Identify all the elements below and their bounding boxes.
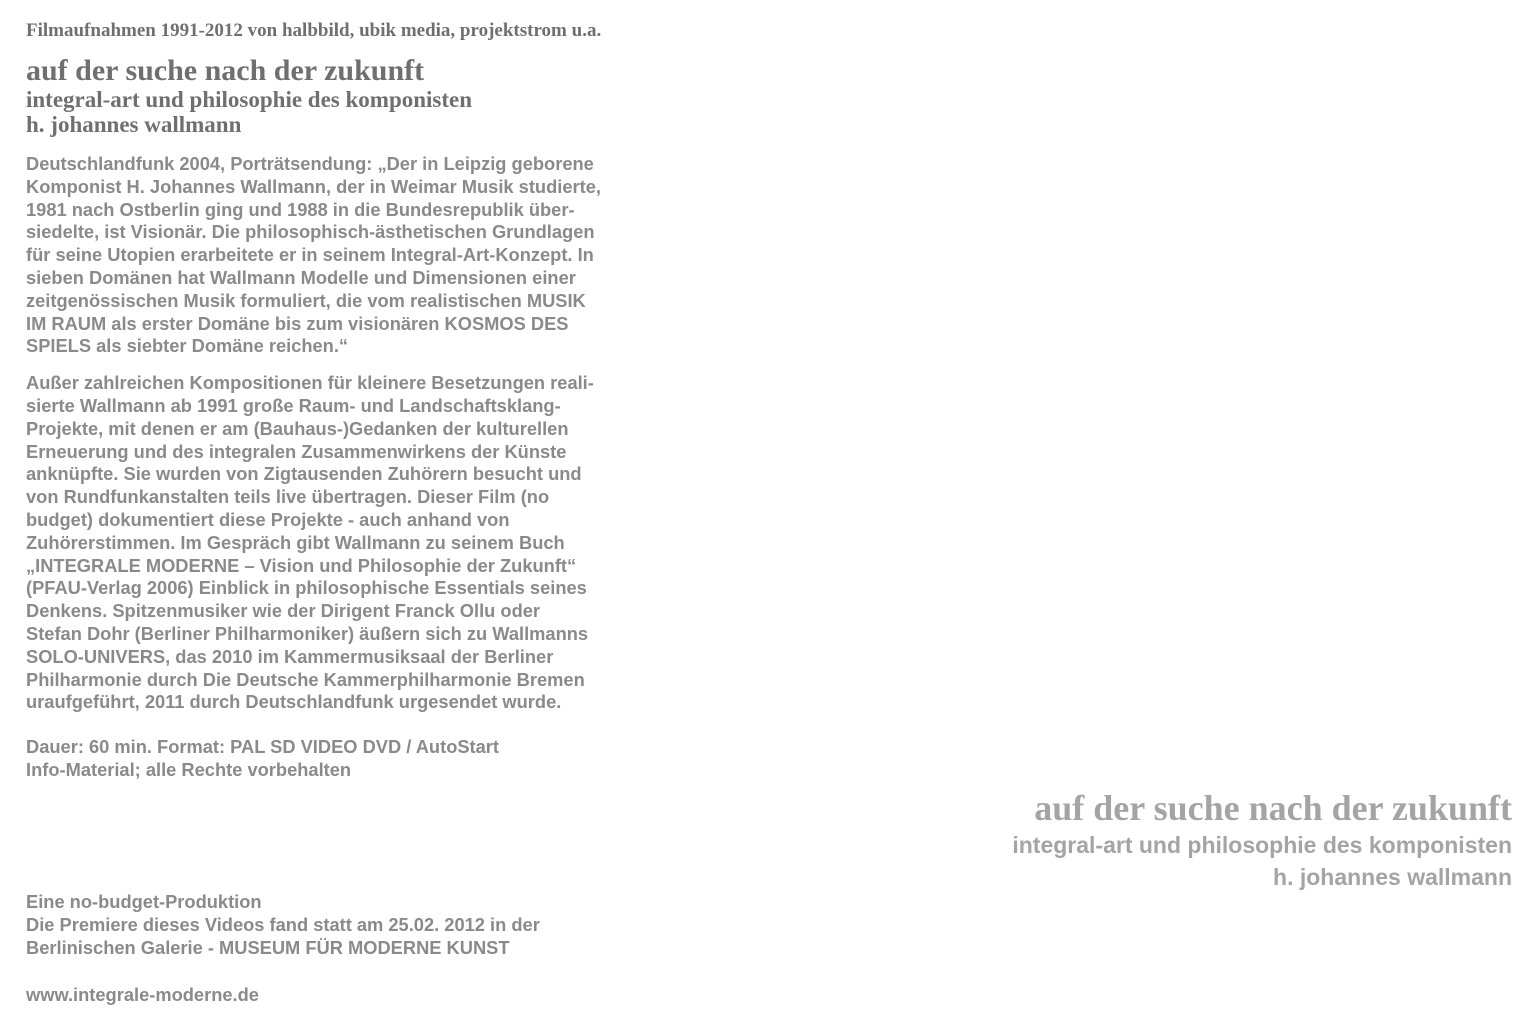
page-title: auf der suche nach der zukunft <box>26 54 425 87</box>
subtitle-line-2: h. johannes wallmann <box>26 112 242 137</box>
format-info <box>26 736 686 782</box>
premiere-line-2: Berlinischen Galerie - MUSEUM FÜR MODERNE KUNST <box>26 936 510 958</box>
cover-title: auf der suche nach der zukunft <box>1034 788 1512 828</box>
description-paragraph-2: Außer zahlreichen Kompositionen für kleinere Besetzungen reali- sierte Wallmann ab 1991 große Raum- und Landschaftsklang- Projekte, mit denen er am (Bauhaus-)Gedanken der kulturellen Erneuerung und des integralen Zusammenwirkens der Künste anknüpfte. Sie wurden von Zigtausenden Zuhörern besucht und von Rundfunkanstalten teils live übertragen. Dieser Film (no budget) dokumentiert diese Projekte - auch anhand von Zuhörerstimmen. Im Gespräch gibt Wallmann zu seinem Buch „INTEGRALE MODERNE – Vision und Philosophie der Zukunft“ (PFAU-Verlag 2006) Einblick in philosophische Essentials seines Denkens. Spitzenmusiker wie der Dirigent Franck Ollu oder Stefan Dohr (Berliner Philharmoniker) äußern sich zu Wallmanns SOLO-UNIVERS, das 2010 im Kammermusiksaal der Berliner Philharmonie durch Die Deutsche Kammerphilharmonie Bremen uraufgeführt, 2011 durch Deutschlandfunk urgesendet wurde. <box>26 372 594 713</box>
credits-line: Filmaufnahmen 1991-2012 von halbbild, ubik media, projektstrom u.a. <box>26 20 602 41</box>
description-paragraph-1: Deutschlandfunk 2004, Porträtsendung: „Der in Leipzig geborene Komponist H. Johannes Wallmann, der in Weimar Musik studierte, 1981 nach Ostberlin ging und 1988 in die Bundesrepublik über- siedelte, ist Visionär. Die philosophisch-ästhetischen Grundlagen für seine Utopien erarbeitete er in seinem Integral-Art-Konzept. In sieben Domänen hat Wallmann Modelle und Dimensionen einer zeitgenössischen Musik formuliert, die vom realistischen MUSIK IM RAUM als erster Domäne bis zum visionären KOSMOS DES SPIELS als siebter Domäne reichen.“ <box>26 153 601 357</box>
subtitle-line-1: integral-art und philosophie des komponisten <box>26 87 473 112</box>
front-cover-title-block <box>1012 788 1512 892</box>
duration-format-line: Dauer: 60 min. Format: PAL SD VIDEO DVD / AutoStart <box>26 736 500 758</box>
rights-line: Info-Material; alle Rechte vorbehalten <box>26 758 352 780</box>
premiere-line-1: Die Premiere dieses Videos fand statt am 25.02. 2012 in der <box>26 913 540 935</box>
cover-subtitle-line-2: h. johannes wallmann <box>1273 864 1512 890</box>
cover-subtitle-line-1: integral-art und philosophie des komponisten <box>1012 832 1512 858</box>
back-cover-text-column <box>26 18 686 782</box>
production-info <box>26 891 686 959</box>
website-link[interactable]: www.integrale-moderne.de <box>26 984 259 1005</box>
production-line: Eine no-budget-Produktion <box>26 891 262 912</box>
